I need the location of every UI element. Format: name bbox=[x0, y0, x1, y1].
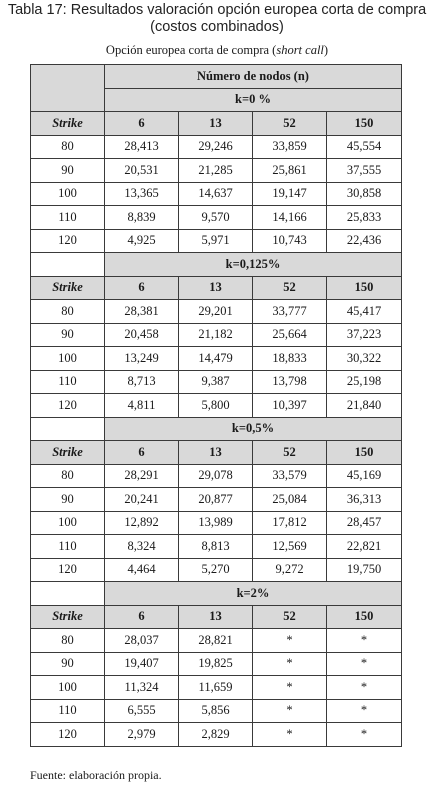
value-cell: 5,800 bbox=[179, 394, 253, 418]
nodes-header-cell: 6 bbox=[105, 605, 179, 629]
value-cell: * bbox=[253, 723, 327, 747]
value-cell: 13,365 bbox=[105, 182, 179, 206]
nodes-header-cell: 150 bbox=[327, 276, 402, 300]
value-cell: 5,270 bbox=[179, 558, 253, 582]
value-cell: 5,856 bbox=[179, 699, 253, 723]
value-cell: 28,413 bbox=[105, 135, 179, 159]
column-header-row bbox=[31, 276, 402, 300]
value-cell: 14,166 bbox=[253, 206, 327, 230]
value-cell: 29,078 bbox=[179, 464, 253, 488]
strike-value: 110 bbox=[31, 370, 105, 394]
nodes-header-cell: 6 bbox=[105, 441, 179, 465]
source-note: Fuente: elaboración propia. bbox=[30, 768, 162, 782]
value-cell: 19,147 bbox=[253, 182, 327, 206]
value-cell: 19,825 bbox=[179, 652, 253, 676]
table-row bbox=[31, 488, 402, 512]
strike-value: 110 bbox=[31, 699, 105, 723]
value-cell: * bbox=[253, 699, 327, 723]
strike-value: 80 bbox=[31, 629, 105, 653]
table-row bbox=[31, 723, 402, 747]
value-cell: * bbox=[327, 723, 402, 747]
value-cell: 9,272 bbox=[253, 558, 327, 582]
table-row bbox=[31, 182, 402, 206]
table-row bbox=[31, 323, 402, 347]
value-cell: 29,246 bbox=[179, 135, 253, 159]
value-cell: 10,743 bbox=[253, 229, 327, 253]
caption-line-1: Tabla 17: Resultados valoración opción europea corta de compra bbox=[7, 2, 427, 18]
value-cell: 33,777 bbox=[253, 300, 327, 324]
nodes-header-cell: 6 bbox=[105, 276, 179, 300]
k-label: k=2% bbox=[105, 582, 402, 606]
value-cell: * bbox=[253, 629, 327, 653]
table-subtitle bbox=[0, 42, 434, 58]
value-cell: 17,812 bbox=[253, 511, 327, 535]
strike-value: 100 bbox=[31, 182, 105, 206]
value-cell: 14,637 bbox=[179, 182, 253, 206]
value-cell: 8,839 bbox=[105, 206, 179, 230]
value-cell: 18,833 bbox=[253, 347, 327, 371]
strike-header: Strike bbox=[31, 441, 105, 465]
table-row bbox=[31, 159, 402, 183]
value-cell: 9,570 bbox=[179, 206, 253, 230]
strike-value: 100 bbox=[31, 347, 105, 371]
value-cell: 11,324 bbox=[105, 676, 179, 700]
corner-cell bbox=[31, 65, 105, 112]
k-label: k=0,5% bbox=[105, 417, 402, 441]
k-label: k=0,125% bbox=[105, 253, 402, 277]
value-cell: 21,840 bbox=[327, 394, 402, 418]
value-cell: 25,664 bbox=[253, 323, 327, 347]
strike-header: Strike bbox=[31, 276, 105, 300]
value-cell: 20,458 bbox=[105, 323, 179, 347]
blank-cell bbox=[31, 582, 105, 606]
value-cell: * bbox=[327, 629, 402, 653]
table-row bbox=[31, 394, 402, 418]
column-header-row bbox=[31, 605, 402, 629]
table-row bbox=[31, 206, 402, 230]
strike-value: 80 bbox=[31, 135, 105, 159]
value-cell: 45,554 bbox=[327, 135, 402, 159]
value-cell: 19,750 bbox=[327, 558, 402, 582]
value-cell: 2,829 bbox=[179, 723, 253, 747]
k-row bbox=[31, 253, 402, 277]
value-cell: * bbox=[327, 699, 402, 723]
value-cell: 28,821 bbox=[179, 629, 253, 653]
value-cell: 19,407 bbox=[105, 652, 179, 676]
value-cell: 8,813 bbox=[179, 535, 253, 559]
value-cell: * bbox=[253, 652, 327, 676]
value-cell: 25,084 bbox=[253, 488, 327, 512]
value-cell: 4,464 bbox=[105, 558, 179, 582]
value-cell: 12,569 bbox=[253, 535, 327, 559]
value-cell: 8,324 bbox=[105, 535, 179, 559]
nodes-header-cell: 52 bbox=[253, 276, 327, 300]
table-row bbox=[31, 535, 402, 559]
nodes-header-cell: 150 bbox=[327, 441, 402, 465]
value-cell: 14,479 bbox=[179, 347, 253, 371]
strike-value: 100 bbox=[31, 511, 105, 535]
strike-header: Strike bbox=[31, 605, 105, 629]
strike-value: 90 bbox=[31, 652, 105, 676]
k-row bbox=[31, 582, 402, 606]
strike-value: 90 bbox=[31, 159, 105, 183]
value-cell: 36,313 bbox=[327, 488, 402, 512]
header-row bbox=[31, 65, 402, 89]
value-cell: * bbox=[327, 676, 402, 700]
table-row bbox=[31, 370, 402, 394]
value-cell: 33,859 bbox=[253, 135, 327, 159]
value-cell: 4,811 bbox=[105, 394, 179, 418]
value-cell: 13,798 bbox=[253, 370, 327, 394]
table-row bbox=[31, 511, 402, 535]
results-table bbox=[30, 64, 402, 747]
table-row bbox=[31, 229, 402, 253]
k-row bbox=[31, 417, 402, 441]
table-row bbox=[31, 135, 402, 159]
nodes-header-cell: 150 bbox=[327, 605, 402, 629]
value-cell: 21,182 bbox=[179, 323, 253, 347]
caption-line-2: (costos combinados) bbox=[150, 19, 284, 35]
value-cell: 30,322 bbox=[327, 347, 402, 371]
blank-cell bbox=[31, 417, 105, 441]
table-row bbox=[31, 629, 402, 653]
value-cell: 30,858 bbox=[327, 182, 402, 206]
table-row bbox=[31, 676, 402, 700]
nodes-header-cell: 13 bbox=[179, 441, 253, 465]
strike-value: 100 bbox=[31, 676, 105, 700]
value-cell: 13,989 bbox=[179, 511, 253, 535]
subtitle-text: Opción europea corta de compra ( bbox=[105, 43, 277, 57]
value-cell: 21,285 bbox=[179, 159, 253, 183]
nodes-header-cell: 52 bbox=[253, 441, 327, 465]
value-cell: 6,555 bbox=[105, 699, 179, 723]
table-row bbox=[31, 652, 402, 676]
value-cell: 20,531 bbox=[105, 159, 179, 183]
subtitle-italic: short call bbox=[276, 43, 324, 57]
nodes-header-cell: 52 bbox=[253, 605, 327, 629]
value-cell: 22,436 bbox=[327, 229, 402, 253]
value-cell: 13,249 bbox=[105, 347, 179, 371]
value-cell: 25,198 bbox=[327, 370, 402, 394]
strike-value: 120 bbox=[31, 723, 105, 747]
value-cell: 37,223 bbox=[327, 323, 402, 347]
column-header-row bbox=[31, 112, 402, 136]
subtitle-close: ) bbox=[323, 43, 329, 57]
strike-value: 80 bbox=[31, 300, 105, 324]
value-cell: 5,971 bbox=[179, 229, 253, 253]
k-label: k=0 % bbox=[105, 88, 402, 112]
table-row bbox=[31, 464, 402, 488]
value-cell: 37,555 bbox=[327, 159, 402, 183]
value-cell: 45,417 bbox=[327, 300, 402, 324]
strike-value: 110 bbox=[31, 206, 105, 230]
nodes-header-cell: 13 bbox=[179, 605, 253, 629]
value-cell: 28,037 bbox=[105, 629, 179, 653]
value-cell: 20,241 bbox=[105, 488, 179, 512]
table-row bbox=[31, 699, 402, 723]
value-cell: 28,457 bbox=[327, 511, 402, 535]
strike-value: 80 bbox=[31, 464, 105, 488]
table-row bbox=[31, 558, 402, 582]
results-table-body bbox=[31, 65, 402, 747]
strike-value: 120 bbox=[31, 229, 105, 253]
table-row bbox=[31, 300, 402, 324]
strike-value: 90 bbox=[31, 323, 105, 347]
table-row bbox=[31, 347, 402, 371]
value-cell: 45,169 bbox=[327, 464, 402, 488]
value-cell: 28,381 bbox=[105, 300, 179, 324]
value-cell: 11,659 bbox=[179, 676, 253, 700]
value-cell: 28,291 bbox=[105, 464, 179, 488]
blank-cell bbox=[31, 253, 105, 277]
value-cell: 25,833 bbox=[327, 206, 402, 230]
value-cell: 4,925 bbox=[105, 229, 179, 253]
nodes-header: Número de nodos (n) bbox=[105, 65, 402, 89]
value-cell: * bbox=[327, 652, 402, 676]
nodes-header-cell: 150 bbox=[327, 112, 402, 136]
value-cell: 33,579 bbox=[253, 464, 327, 488]
value-cell: 22,821 bbox=[327, 535, 402, 559]
value-cell: 9,387 bbox=[179, 370, 253, 394]
strike-header: Strike bbox=[31, 112, 105, 136]
column-header-row bbox=[31, 441, 402, 465]
value-cell: 12,892 bbox=[105, 511, 179, 535]
value-cell: 2,979 bbox=[105, 723, 179, 747]
strike-value: 90 bbox=[31, 488, 105, 512]
value-cell: * bbox=[253, 676, 327, 700]
value-cell: 25,861 bbox=[253, 159, 327, 183]
value-cell: 20,877 bbox=[179, 488, 253, 512]
nodes-header-cell: 6 bbox=[105, 112, 179, 136]
table-caption bbox=[0, 2, 434, 36]
strike-value: 120 bbox=[31, 558, 105, 582]
nodes-header-cell: 13 bbox=[179, 276, 253, 300]
nodes-header-cell: 13 bbox=[179, 112, 253, 136]
nodes-header-cell: 52 bbox=[253, 112, 327, 136]
strike-value: 120 bbox=[31, 394, 105, 418]
value-cell: 10,397 bbox=[253, 394, 327, 418]
value-cell: 8,713 bbox=[105, 370, 179, 394]
strike-value: 110 bbox=[31, 535, 105, 559]
value-cell: 29,201 bbox=[179, 300, 253, 324]
